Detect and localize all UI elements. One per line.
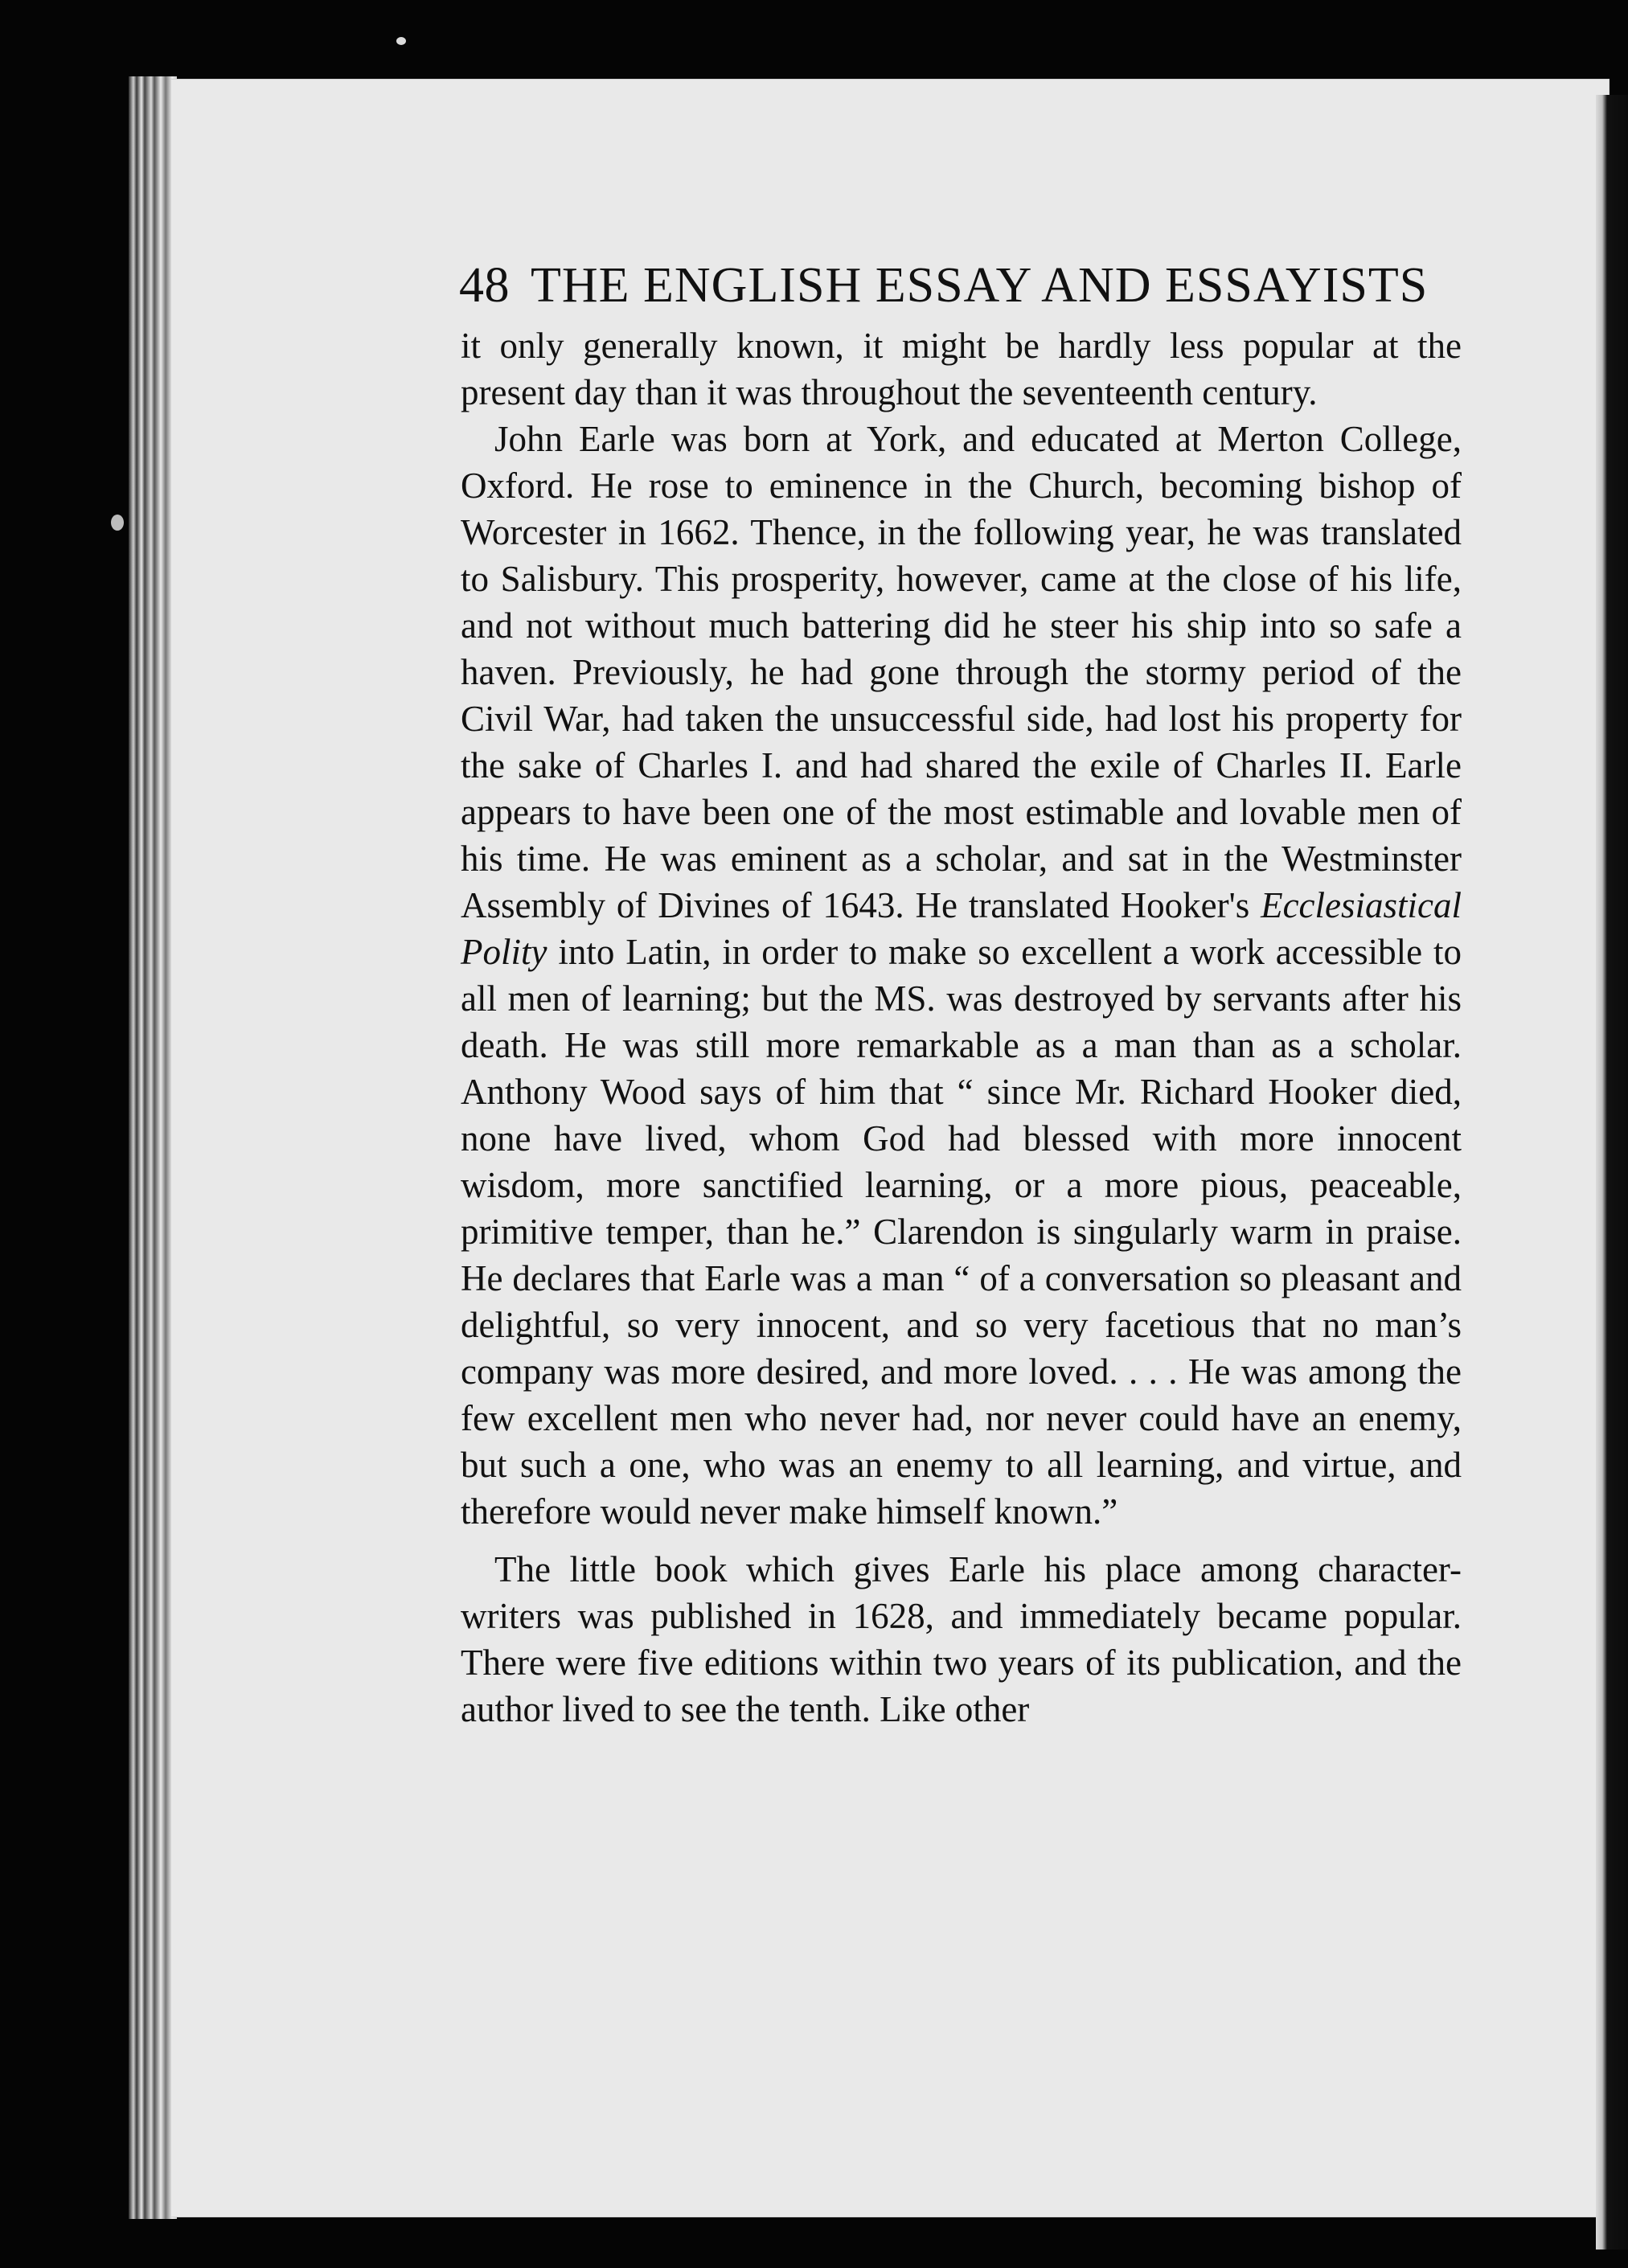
scan-speck: [396, 37, 406, 45]
body-text: [461, 322, 1462, 1733]
book-page-edges: [129, 76, 177, 2219]
paragraph-3: The little book which gives Earle his place among character-writers was published in 1628, and immediately became popular. There were five editions within two years of its publication, and the author lived to see the tenth. Like other: [461, 1549, 1462, 1729]
running-head: [459, 253, 1463, 318]
page-text-block: [430, 253, 1463, 1733]
running-title: THE ENGLISH ESSAY AND ESSAYISTS: [531, 258, 1429, 313]
paragraph-2-text-a: John Earle was born at York, and educated at Merton College, Oxford. He rose to eminence in the Church, becoming bishop of Worcester in 1662. Thence, in the following year, he was translated to Salisbury. This prosperity, however, came at the close of his life, and not without much battering did he steer his ship into so safe a haven. Previously, he had gone through the stormy period of the Civil War, had taken the unsuccessful side, had lost his property for the sake of Charles I. and had shared the exile of Charles II. Earle appears to have been one of the most estimable and lovable men of his time. He was eminent as a scholar, and sat in the Westminster Assembly of Divines of 1643. He translated Hooker's: [461, 419, 1462, 925]
scan-speck: [111, 515, 124, 531]
paragraph-2: [461, 416, 1462, 1535]
page-number: 48: [459, 258, 510, 313]
book-title-italic: Ecclesiastical Polity: [461, 885, 1462, 972]
book-page-right-edge: [1596, 95, 1628, 2250]
paragraph-2-text-b: into Latin, in order to make so excellent a work accessible to all men of learning; but the MS. was destroyed by servants after his death. He was still more remarkable as a man than as a scholar. Anthony Wood says of him that “ since Mr. Richard Hooker died, none have lived, whom God had blessed with more innocent wisdom, more sanctified learning, or a more pious, peaceable, primitive temper, than he.” Clarendon is singularly warm in praise. He declares that Earle was a man “ of a conversation so pleasant and delightful, so very innocent, and so very facetious that no man’s company was more desired, and more loved. . . . He was among the few excellent men who never had, nor never could have an enemy, but such a one, who was an enemy to all learning, and virtue, and therefore would never make himself known.”: [461, 932, 1462, 1532]
paragraph-1: it only generally known, it might be hardly less popular at the present day than it was throughout the seventeenth century.: [461, 326, 1462, 412]
